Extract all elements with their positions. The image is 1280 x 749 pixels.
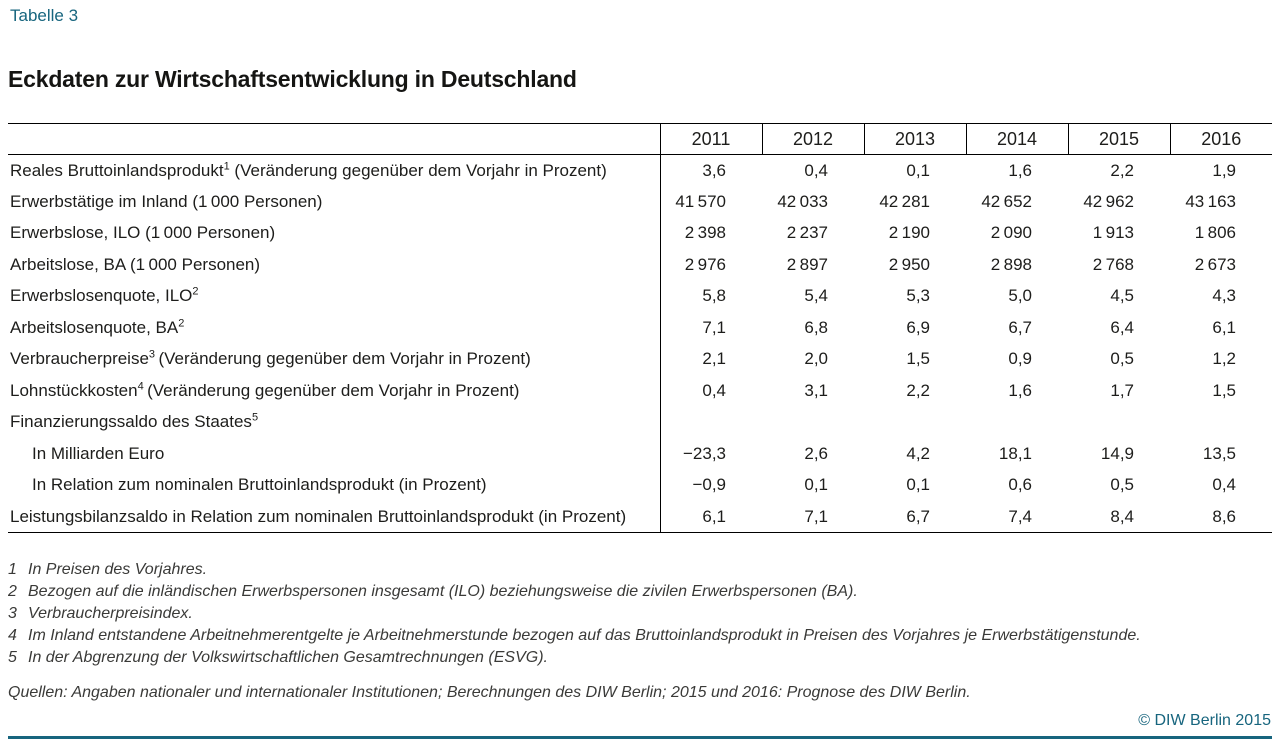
cell-value: 2 090 xyxy=(990,223,1032,243)
row-label: Erwerbstätige im Inland (1 000 Personen) xyxy=(8,186,660,218)
footnote-number: 5 xyxy=(8,649,17,666)
cell-value: 8,4 xyxy=(1110,506,1134,526)
row-label: Erwerbslose, ILO (1 000 Personen) xyxy=(8,218,660,250)
footnote-text: Im Inland entstandene Arbeitnehmerentgelte je Arbeitnehmerstunde bezogen auf das Bruttoinlandsprodukt in Preisen des Vorjahres je Erwerbstätigenstunde. xyxy=(28,627,1141,644)
cell-value: 3,1 xyxy=(804,380,828,400)
cell-value: 42 281 xyxy=(879,191,930,211)
year-header: 2013 xyxy=(864,124,966,155)
cell-value: 42 033 xyxy=(777,191,828,211)
cell-value: 2 976 xyxy=(684,254,726,274)
copyright-notice: © DIW Berlin 2015 xyxy=(1138,712,1271,729)
cell-value: 42 962 xyxy=(1083,191,1134,211)
cell-value: 4,3 xyxy=(1212,286,1236,306)
cell-value: −23,3 xyxy=(682,443,726,463)
row-label: In Milliarden Euro xyxy=(8,438,660,470)
cell-value: 2 950 xyxy=(888,254,930,274)
cell-value: 7,1 xyxy=(702,317,726,337)
cell-value: 1,9 xyxy=(1212,160,1236,180)
cell-value: −0,9 xyxy=(692,475,726,495)
cell-value: 18,1 xyxy=(998,443,1032,463)
cell-value: 5,4 xyxy=(804,286,828,306)
cell-value: 14,9 xyxy=(1100,443,1134,463)
cell-value xyxy=(762,407,864,439)
row-label: Leistungsbilanzsaldo in Relation zum nominalen Bruttoinlandsprodukt (in Prozent) xyxy=(8,501,660,533)
cell-value: 2,1 xyxy=(702,349,726,369)
footnote-number: 3 xyxy=(8,605,17,622)
cell-value: 6,8 xyxy=(804,317,828,337)
row-label: Finanzierungssaldo des Staates$^5$ xyxy=(8,407,660,439)
footnote-text: In Preisen des Vorjahres. xyxy=(28,561,208,578)
cell-value: 42 652 xyxy=(981,191,1032,211)
footnote-ref: 2 xyxy=(178,317,185,330)
cell-value: 6,9 xyxy=(906,317,930,337)
cell-value: 2 897 xyxy=(786,254,828,274)
year-header: 2012 xyxy=(762,124,864,155)
label-column-spacer xyxy=(8,124,660,155)
footnote xyxy=(8,581,1272,603)
cell-value: 4,5 xyxy=(1110,286,1134,306)
cell-value: 7,1 xyxy=(804,506,828,526)
cell-value: 6,7 xyxy=(1008,317,1032,337)
table-body xyxy=(8,155,1272,533)
cell-value: 0,4 xyxy=(1212,475,1236,495)
row-label: Reales Bruttoinlandsprodukt$^1$ (Veränderung gegenüber dem Vorjahr in Prozent) xyxy=(8,155,660,187)
cell-value xyxy=(1068,407,1170,439)
cell-value: 0,6 xyxy=(1008,475,1032,495)
footnote-number: 4 xyxy=(8,627,17,644)
footnote-ref: 1 xyxy=(223,159,230,172)
year-header: 2014 xyxy=(966,124,1068,155)
year-header: 2016 xyxy=(1170,124,1272,155)
cell-value: 6,4 xyxy=(1110,317,1134,337)
cell-value xyxy=(660,407,762,439)
footnote xyxy=(8,559,1272,581)
cell-value: 2 898 xyxy=(990,254,1032,274)
cell-value: 6,7 xyxy=(906,506,930,526)
cell-value: 0,5 xyxy=(1110,349,1134,369)
footnote-ref: 3 xyxy=(148,348,156,361)
cell-value: 1 806 xyxy=(1194,223,1236,243)
cell-value: 41 570 xyxy=(675,191,726,211)
table-row xyxy=(8,249,1272,281)
table-row xyxy=(8,344,1272,376)
economic-data-table xyxy=(8,123,1272,533)
footnote xyxy=(8,625,1272,647)
cell-value: 0,1 xyxy=(906,160,930,180)
bottom-accent-rule xyxy=(8,736,1272,739)
cell-value: 6,1 xyxy=(1212,317,1236,337)
table-number-label: Tabelle 3 xyxy=(10,6,79,25)
cell-value: 1,5 xyxy=(1212,380,1236,400)
table-row xyxy=(8,218,1272,250)
footnote-text: Verbraucherpreisindex. xyxy=(28,605,193,622)
cell-value xyxy=(1170,407,1272,439)
footnotes-list xyxy=(8,559,1272,669)
footnotes-section xyxy=(8,559,1272,704)
footnote-number: 1 xyxy=(8,561,17,578)
page-title: Eckdaten zur Wirtschaftsentwicklung in Deutschland xyxy=(8,66,577,92)
table-header-row xyxy=(8,124,1272,155)
row-label: Arbeitslose, BA (1 000 Personen) xyxy=(8,249,660,281)
cell-value: 43 163 xyxy=(1185,191,1236,211)
cell-value: 2 673 xyxy=(1194,254,1236,274)
cell-value: 0,1 xyxy=(804,475,828,495)
footnote xyxy=(8,603,1272,625)
year-header: 2011 xyxy=(660,124,762,155)
cell-value: 2,6 xyxy=(804,443,828,463)
cell-value xyxy=(864,407,966,439)
cell-value: 2,2 xyxy=(906,380,930,400)
row-label: In Relation zum nominalen Bruttoinlandsprodukt (in Prozent) xyxy=(8,470,660,502)
cell-value: 6,1 xyxy=(702,506,726,526)
footnote-ref: 4 xyxy=(137,380,144,393)
cell-value: 5,8 xyxy=(702,286,726,306)
row-label: Verbraucherpreise$^3$ (Veränderung gegenüber dem Vorjahr in Prozent) xyxy=(8,344,660,376)
cell-value: 1,2 xyxy=(1212,349,1236,369)
cell-value: 2 398 xyxy=(684,223,726,243)
cell-value: 2 768 xyxy=(1092,254,1134,274)
sources-line: Quellen: Angaben nationaler und internationaler Institutionen; Berechnungen des DIW Berlin; 2015 und 2016: Prognose des DIW Berlin. xyxy=(8,684,971,701)
cell-value: 2,2 xyxy=(1110,160,1134,180)
table-row xyxy=(8,501,1272,533)
table-row xyxy=(8,438,1272,470)
cell-value: 2 237 xyxy=(786,223,828,243)
footnote-text: Bezogen auf die inländischen Erwerbspersonen insgesamt (ILO) beziehungsweise die zivilen Erwerbspersonen (BA). xyxy=(28,583,858,600)
footnote-ref: 2 xyxy=(192,285,199,298)
table-head xyxy=(8,124,1272,155)
cell-value: 1,5 xyxy=(906,349,930,369)
row-label: Lohnstückkosten$^4$ (Veränderung gegenüber dem Vorjahr in Prozent) xyxy=(8,375,660,407)
cell-value: 0,4 xyxy=(702,380,726,400)
table-row xyxy=(8,281,1272,313)
cell-value: 5,3 xyxy=(906,286,930,306)
cell-value: 13,5 xyxy=(1202,443,1236,463)
cell-value: 7,4 xyxy=(1008,506,1032,526)
year-header: 2015 xyxy=(1068,124,1170,155)
cell-value: 1,6 xyxy=(1008,160,1032,180)
cell-value: 0,9 xyxy=(1008,349,1032,369)
cell-value xyxy=(966,407,1068,439)
cell-value: 4,2 xyxy=(906,443,930,463)
footnote-text: In der Abgrenzung der Volkswirtschaftlichen Gesamtrechnungen (ESVG). xyxy=(28,649,548,666)
footnote-number: 2 xyxy=(8,583,17,600)
cell-value: 8,6 xyxy=(1212,506,1236,526)
cell-value: 1 913 xyxy=(1092,223,1134,243)
table-row xyxy=(8,155,1272,187)
footnote-ref: 5 xyxy=(251,411,259,424)
cell-value: 0,5 xyxy=(1110,475,1134,495)
cell-value: 1,6 xyxy=(1008,380,1032,400)
table-row xyxy=(8,312,1272,344)
table-row xyxy=(8,470,1272,502)
row-label: Arbeitslosenquote, $BA^2$ xyxy=(8,312,660,344)
cell-value: 3,6 xyxy=(702,160,726,180)
cell-value: 0,1 xyxy=(906,475,930,495)
table-row xyxy=(8,375,1272,407)
cell-value: 2 190 xyxy=(888,223,930,243)
cell-value: 2,0 xyxy=(804,349,828,369)
table-row xyxy=(8,407,1272,439)
cell-value: 1,7 xyxy=(1110,380,1134,400)
row-label: Erwerbslosenquote, ILO$^2$ xyxy=(8,281,660,313)
cell-value: 0,4 xyxy=(804,160,828,180)
cell-value: 5,0 xyxy=(1008,286,1032,306)
table-row xyxy=(8,186,1272,218)
footnote xyxy=(8,647,1272,669)
